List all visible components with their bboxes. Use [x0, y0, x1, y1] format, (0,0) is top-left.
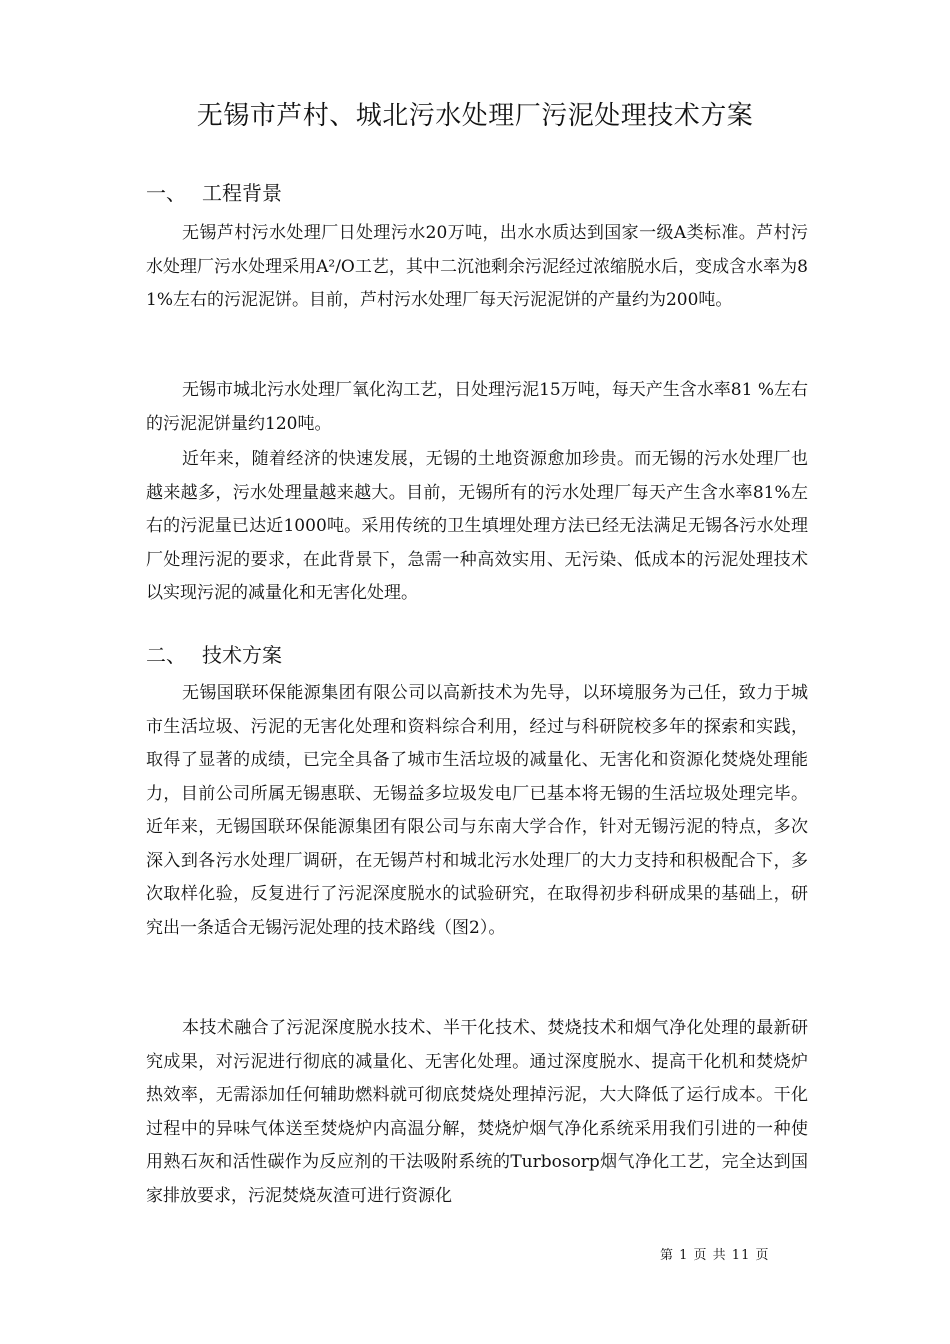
section-title-1: 工程背景 — [202, 181, 282, 205]
paragraph-1-2: 无锡市城北污水处理厂氧化沟工艺，日处理污泥15万吨，每天产生含水率81 %左右的污泥泥饼量约120吨。 — [146, 380, 808, 434]
section-number-2: 二、 — [146, 643, 186, 667]
page-footer: 第 1 页 共 11 页 — [660, 1248, 770, 1263]
section-heading-1 — [146, 178, 282, 208]
section-title-2: 技术方案 — [202, 643, 282, 667]
section-number-1: 一、 — [146, 181, 186, 205]
document-title: 无锡市芦村、城北污水处理厂污泥处理技术方案 — [196, 101, 754, 131]
paragraph-1-1: 无锡芦村污水处理厂日处理污水20万吨，出水水质达到国家一级A类标准。芦村污水处理厂污水处理采用A²/O工艺，其中二沉池剩余污泥经过浓缩脱水后，变成含水率为81%左右的污泥泥饼。目前，芦村污水处理厂每天污泥泥饼的产量约为200吨。 — [146, 223, 808, 310]
paragraph-2-2: 本技术融合了污泥深度脱水技术、半干化技术、焚烧技术和烟气净化处理的最新研究成果，对污泥进行彻底的减量化、无害化处理。通过深度脱水、提高干化机和焚烧炉热效率，无需添加任何辅助燃料就可彻底焚烧处理掉污泥，大大降低了运行成本。干化过程中的异味气体送至焚烧炉内高温分解，焚烧炉烟气净化系统采用我们引进的一种使用熟石灰和活性碳作为反应剂的干法吸附系统的Turbosorp烟气净化工艺，完全达到国家排放要求，污泥焚烧灰渣可进行资源化 — [146, 1018, 808, 1206]
paragraph-1-3: 近年来，随着经济的快速发展，无锡的土地资源愈加珍贵。而无锡的污水处理厂也越来越多，污水处理量越来越大。目前，无锡所有的污水处理厂每天产生含水率81%左右的污泥量已达近1000吨。采用传统的卫生填埋处理方法已经无法满足无锡各污水处理厂处理污泥的要求，在此背景下，急需一种高效实用、无污染、低成本的污泥处理技术以实现污泥的减量化和无害化处理。 — [146, 449, 808, 603]
paragraph-2-1: 无锡国联环保能源集团有限公司以高新技术为先导，以环境服务为己任，致力于城市生活垃圾、污泥的无害化处理和资料综合利用，经过与科研院校多年的探索和实践，取得了显著的成绩，已完全具备了城市生活垃圾的减量化、无害化和资源化焚烧处理能力，目前公司所属无锡惠联、无锡益多垃圾发电厂已基本将无锡的生活垃圾处理完毕。近年来，无锡国联环保能源集团有限公司与东南大学合作，针对无锡污泥的特点，多次深入到各污水处理厂调研，在无锡芦村和城北污水处理厂的大力支持和积极配合下，多次取样化验，反复进行了污泥深度脱水的试验研究，在取得初步科研成果的基础上，研究出一条适合无锡污泥处理的技术路线（图2）。 — [146, 683, 808, 938]
section-heading-2 — [146, 640, 282, 670]
